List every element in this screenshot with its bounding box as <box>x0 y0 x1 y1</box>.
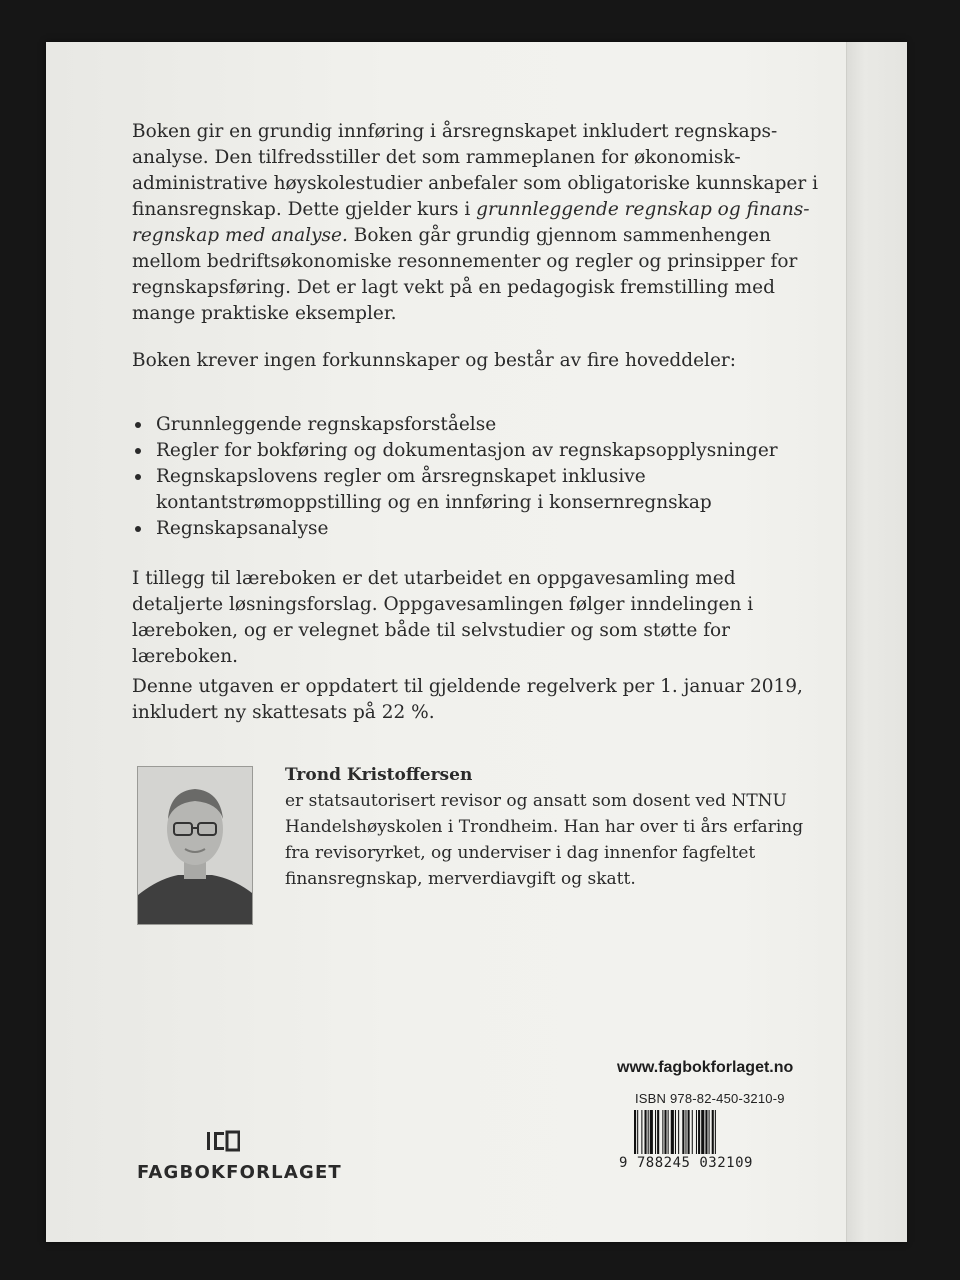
barcode-icon <box>632 1110 782 1154</box>
list-item-label: Grunnleggende regnskapsforståelse <box>156 414 497 435</box>
description-paragraph <box>132 119 822 327</box>
author-photo <box>137 766 253 925</box>
publisher-logo-icon <box>206 1130 240 1152</box>
publisher-name: FAGBOKFORLAGET <box>137 1162 342 1183</box>
bullet-icon <box>135 526 141 532</box>
parts-list <box>132 412 822 542</box>
isbn-number: ISBN 978-82-450-3210-9 <box>635 1091 785 1106</box>
list-item <box>132 438 822 464</box>
list-item-label: Regler for bokføring og dokumentasjon av regnskapsopplysninger <box>156 440 778 461</box>
exercise-collection-paragraph: I tillegg til læreboken er det utarbeidet en oppgavesamling med detaljerte løsningsforslag. Oppgavesamlingen følger inndelingen i læreboken, og er velegnet både til selvstudier og som støtte for læreboken. <box>132 568 754 667</box>
list-item-label: Regnskapsanalyse <box>156 518 329 539</box>
list-item <box>132 464 822 516</box>
barcode-digits: 9 788245 032109 <box>619 1155 753 1171</box>
book-spine-edge <box>846 42 907 1242</box>
bullet-icon <box>135 448 141 454</box>
edition-note: Denne utgaven er oppdatert til gjeldende regelverk per 1. januar 2019, inkludert ny skattesats på 22 %. <box>132 676 803 723</box>
parts-intro: Boken krever ingen forkunnskaper og består av fire hoveddeler: <box>132 350 736 371</box>
author-portrait-icon <box>138 767 252 924</box>
bullet-icon <box>135 422 141 428</box>
list-item <box>132 516 822 542</box>
description-text: Boken gir en grundig innføring i årsregnskapet inkludert regnskapsanalyse. Den tilfredsstiller det som rammeplanen for økonomisk-administrative høyskolestudier anbefaler som obligatoriske kunnskaper i finansregnskap. Dette gjelder kurs i <box>132 121 819 220</box>
course-names: grunnleggende regnskap og finansregnskap med analyse. <box>132 199 810 246</box>
author-bio <box>285 762 805 892</box>
book-back-cover <box>46 42 906 1242</box>
bullet-icon <box>135 474 141 480</box>
list-item <box>132 412 822 438</box>
author-name: Trond Kristoffersen <box>285 765 473 785</box>
author-description: er statsautorisert revisor og ansatt som dosent ved NTNU Handelshøyskolen i Trondheim. Han har over ti års erfaring fra revisoryrket, og underviser i dag innenfor fagfeltet finansregnskap, merverdiavgift og skatt. <box>285 791 804 889</box>
publisher-website: www.fagbokforlaget.no <box>617 1059 794 1076</box>
list-item-label: Regnskapslovens regler om årsregnskapet inklusive kontantstrømoppstilling og en innføring i konsernregnskap <box>156 466 712 513</box>
description-text-continued: Boken går grundig gjennom sammenhengen mellom bedriftsøkonomiske resonnementer og regler og prinsipper for regnskapsføring. Det er lagt vekt på en pedagogisk fremstilling med mange praktiske eksempler. <box>132 225 798 324</box>
